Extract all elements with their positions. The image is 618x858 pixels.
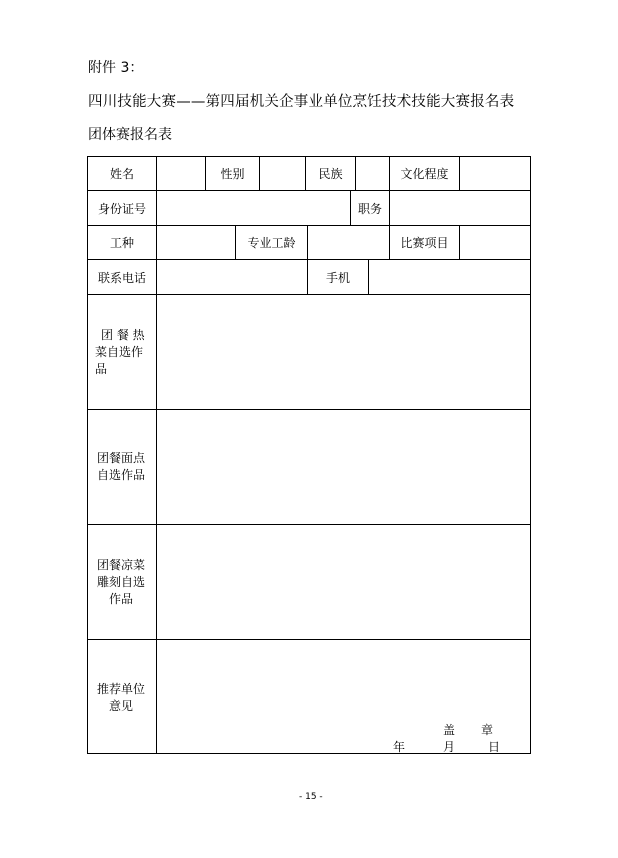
event-field[interactable] bbox=[460, 226, 530, 259]
id-number-label: 身份证号 bbox=[97, 201, 146, 216]
years-label: 专业工龄 bbox=[247, 236, 296, 250]
label-line: 自选作品 bbox=[97, 468, 146, 482]
label-line: 菜自选作 bbox=[95, 345, 144, 359]
education-label: 文化程度 bbox=[400, 167, 449, 181]
gender-field[interactable] bbox=[260, 157, 305, 190]
recommend-field[interactable] bbox=[157, 640, 530, 753]
ethnicity-label: 民族 bbox=[318, 167, 343, 181]
trade-field[interactable] bbox=[157, 226, 235, 259]
name-field[interactable] bbox=[156, 157, 205, 190]
name-label: 姓名 bbox=[109, 167, 134, 181]
event-label: 比赛项目 bbox=[400, 236, 449, 250]
label-line: 团餐面点 bbox=[97, 451, 146, 465]
seal-gai: 盖 bbox=[443, 723, 456, 737]
mobile-field[interactable] bbox=[369, 260, 530, 294]
position-field[interactable] bbox=[390, 191, 530, 225]
attachment-label: 附件 3： bbox=[88, 60, 144, 76]
phone-field[interactable] bbox=[157, 260, 307, 294]
ethnicity-field[interactable] bbox=[356, 157, 389, 190]
gender-label: 性别 bbox=[220, 167, 245, 181]
recommend-label bbox=[97, 681, 155, 715]
cold-dish-field[interactable] bbox=[157, 525, 530, 639]
page-number: - 15 - bbox=[299, 792, 323, 802]
id-number-field[interactable] bbox=[157, 191, 350, 225]
seal-zhang: 章 bbox=[481, 723, 494, 737]
label-line: 团 餐 热 bbox=[101, 328, 145, 342]
date-month: 月 bbox=[443, 740, 456, 754]
date-day: 日 bbox=[488, 740, 501, 754]
trade-label: 工种 bbox=[109, 236, 134, 250]
hot-dish-label bbox=[95, 327, 153, 378]
years-field[interactable] bbox=[308, 226, 389, 259]
label-line: 意见 bbox=[109, 699, 134, 713]
date-year: 年 bbox=[393, 740, 406, 754]
education-field[interactable] bbox=[460, 157, 530, 190]
label-line: 团餐凉菜 bbox=[97, 558, 146, 572]
phone-label: 联系电话 bbox=[97, 270, 146, 285]
mobile-label: 手机 bbox=[325, 270, 350, 285]
hot-dish-field[interactable] bbox=[157, 295, 530, 409]
form-title: 四川技能大赛——第四届机关企事业单位烹饪技术技能大赛报名表 bbox=[88, 94, 515, 110]
pastry-label bbox=[97, 450, 155, 484]
pastry-field[interactable] bbox=[157, 410, 530, 524]
label-line: 推荐单位 bbox=[97, 682, 146, 696]
cold-dish-label bbox=[97, 557, 155, 608]
label-line: 作品 bbox=[109, 592, 134, 606]
label-line: 品 bbox=[95, 362, 108, 376]
form-subtitle: 团体赛报名表 bbox=[88, 127, 172, 143]
label-line: 雕刻自选 bbox=[97, 575, 146, 589]
position-label: 职务 bbox=[357, 201, 382, 216]
table-border-bottom bbox=[87, 753, 531, 754]
table-border-right bbox=[530, 156, 531, 754]
